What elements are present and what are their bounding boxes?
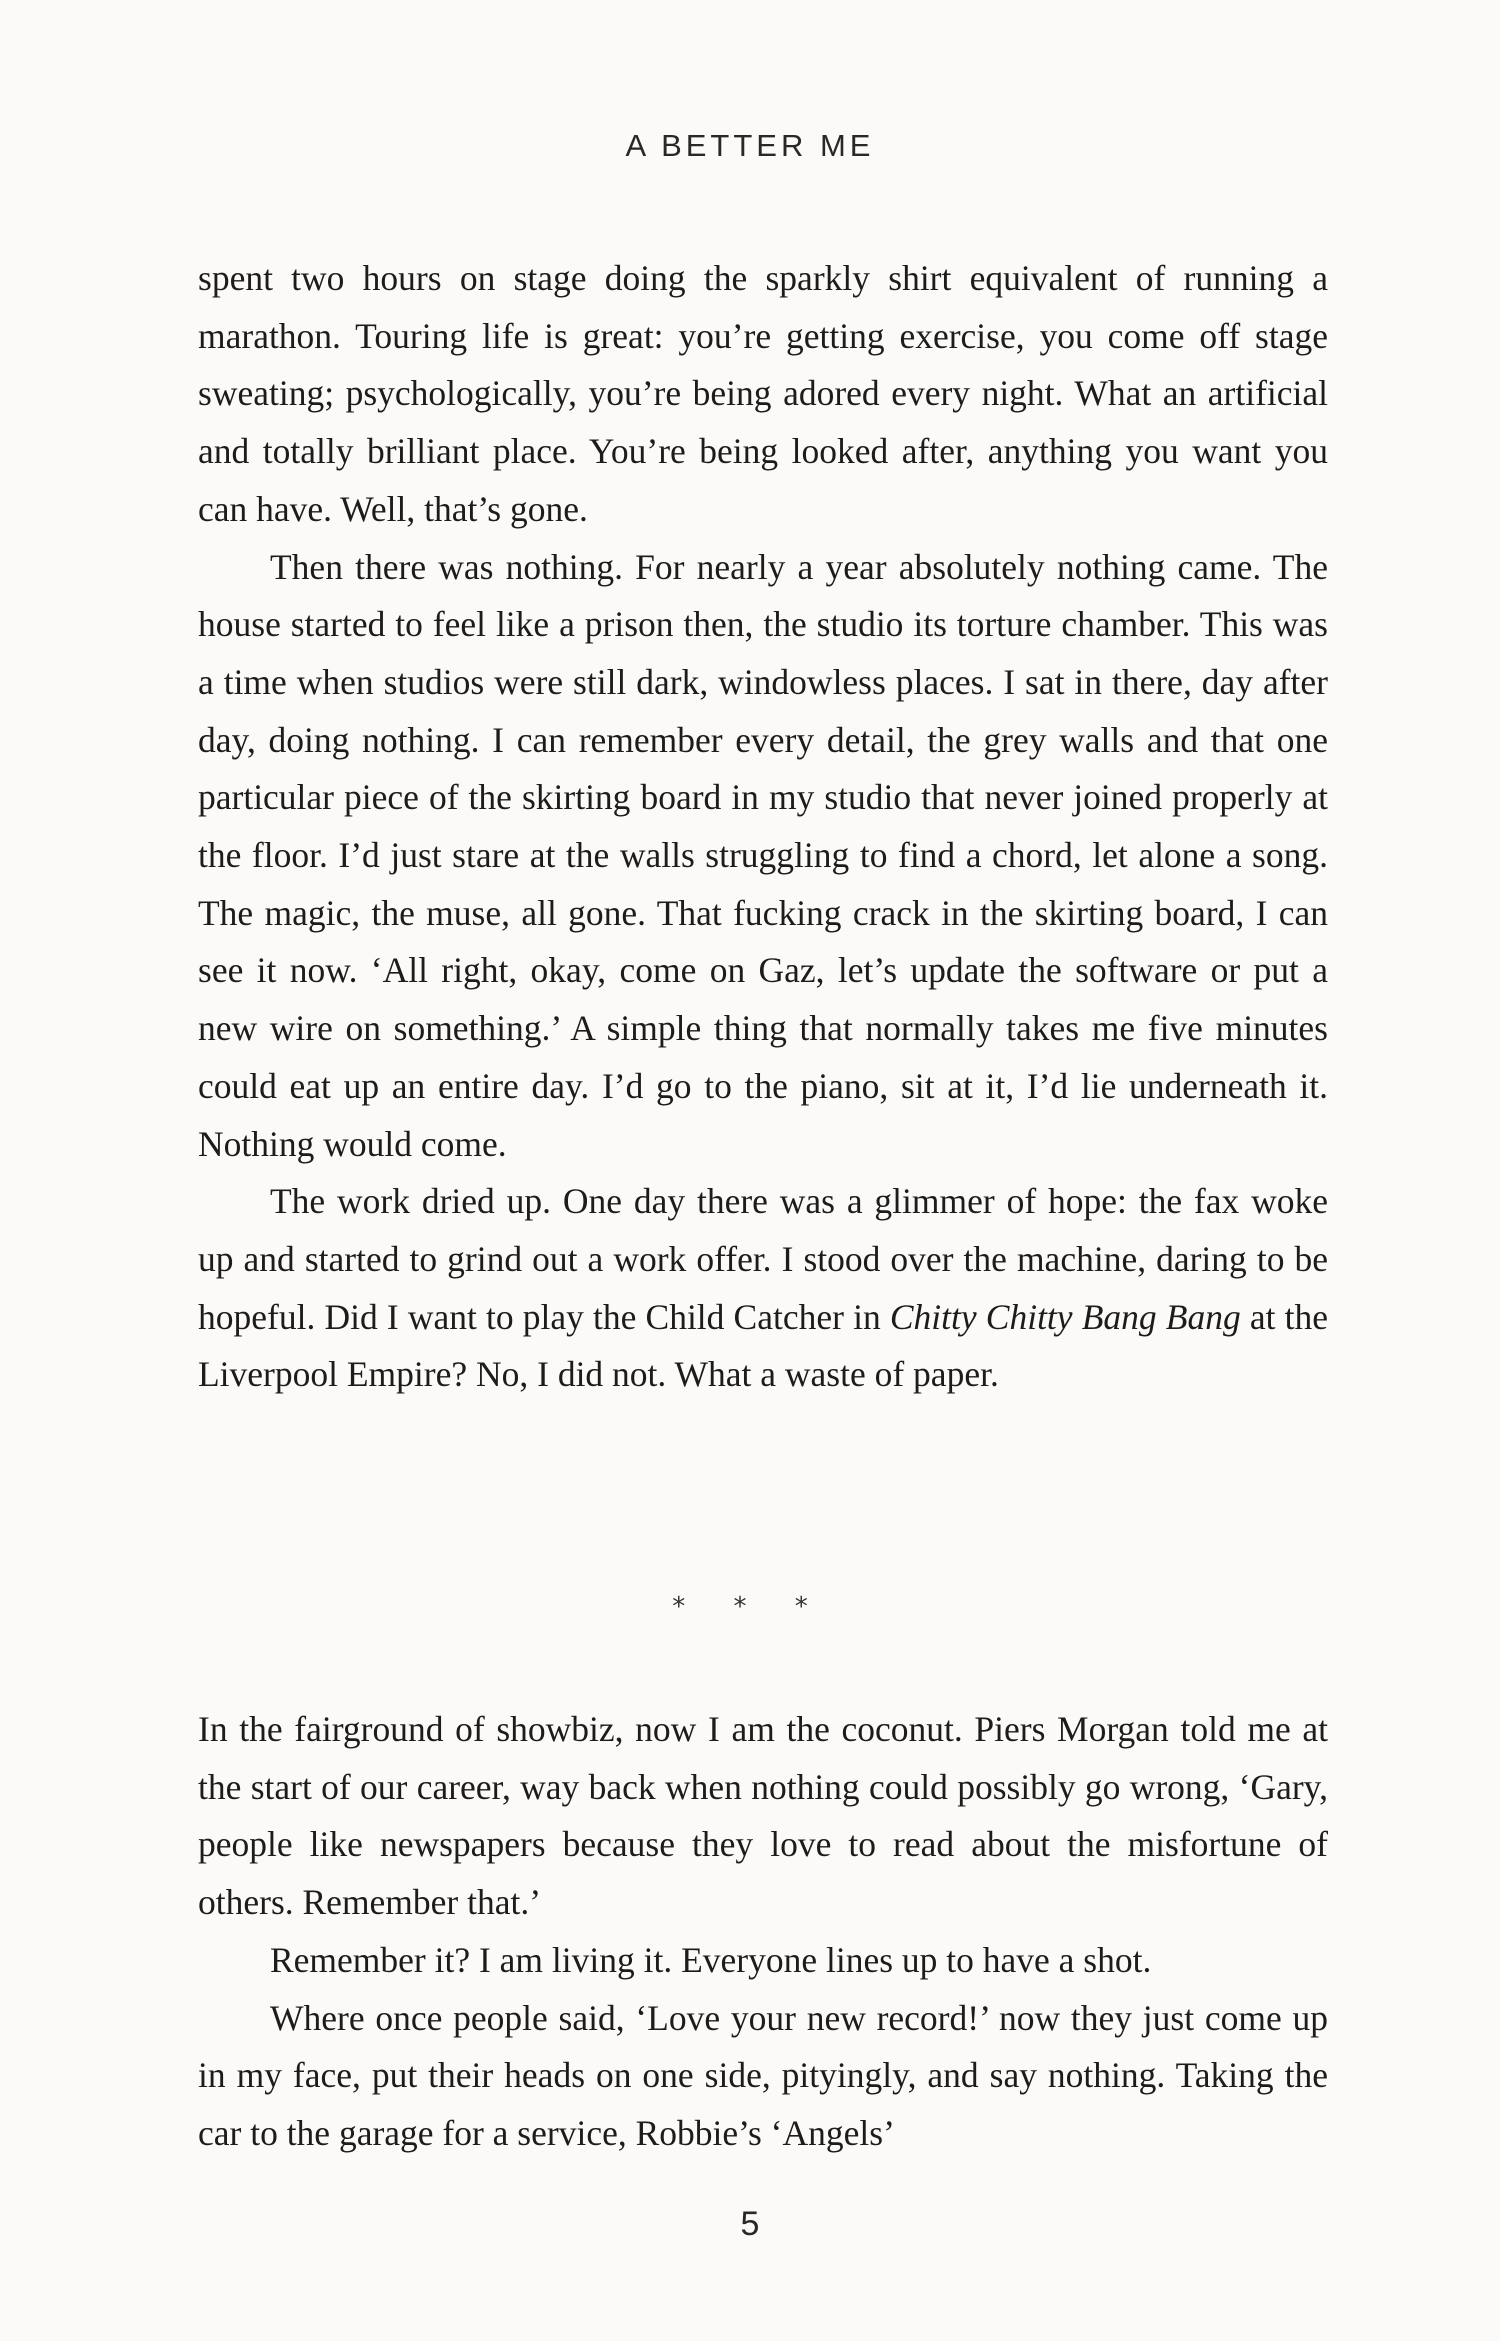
italic-title: Chitty Chitty Bang Bang	[889, 1296, 1241, 1337]
paragraph-text: The work dried up. One day there was a glimmer of hope: the fax woke up and started to grind out a work offer. I stood over the machine, daring to be hopeful. Did I want to play the Child Catcher in	[198, 1181, 1328, 1337]
section-break: * * *	[672, 1592, 828, 1622]
paragraph: spent two hours on stage doing the sparkly shirt equivalent of running a marathon. Touring life is great: you’re getting exercise, you come off stage sweating; psychologically, you’re being adored every night. What an artificial and totally brilliant place. You’re being looked after, anything you want you can have. Well, that’s gone.	[198, 258, 1328, 529]
paragraph: Remember it? I am living it. Everyone lines up to have a shot.	[270, 1939, 1152, 1980]
paragraph: In the fairground of showbiz, now I am the coconut. Piers Morgan told me at the start of our career, way back when nothing could possibly go wrong, ‘Gary, people like newspapers because they love to read about the misfortune of others. Remember that.’	[198, 1709, 1328, 1923]
paragraph	[198, 1173, 1328, 1404]
paragraph: Where once people said, ‘Love your new record!’ now they just come up in my face, put their heads on one side, pityingly, and say nothing. Taking the car to the garage for a service, Robbie’s ‘Angels’	[198, 1997, 1328, 2153]
body-text-section-1	[198, 250, 1328, 1404]
body-text-section-2	[198, 1701, 1328, 2163]
paragraph-text: at the Liverpool Empire? No, I did not. What a waste of paper.	[198, 1296, 1328, 1395]
page-number: 5	[740, 2205, 760, 2243]
paragraph: Then there was nothing. For nearly a year absolutely nothing came. The house started to feel like a prison then, the studio its torture chamber. This was a time when studios were still dark, windowless places. I sat in there, day after day, doing nothing. I can remember every detail, the grey walls and that one particular piece of the skirting board in my studio that never joined properly at the floor. I’d just stare at the walls struggling to find a chord, let alone a song. The magic, the muse, all gone. That fucking crack in the skirting board, I can see it now. ‘All right, okay, come on Gaz, let’s update the software or put a new wire on something.’ A simple thing that normally takes me five minutes could eat up an entire day. I’d go to the piano, sit at it, I’d lie underneath it. Nothing would come.	[198, 546, 1328, 1164]
running-head: A BETTER ME	[625, 128, 875, 163]
